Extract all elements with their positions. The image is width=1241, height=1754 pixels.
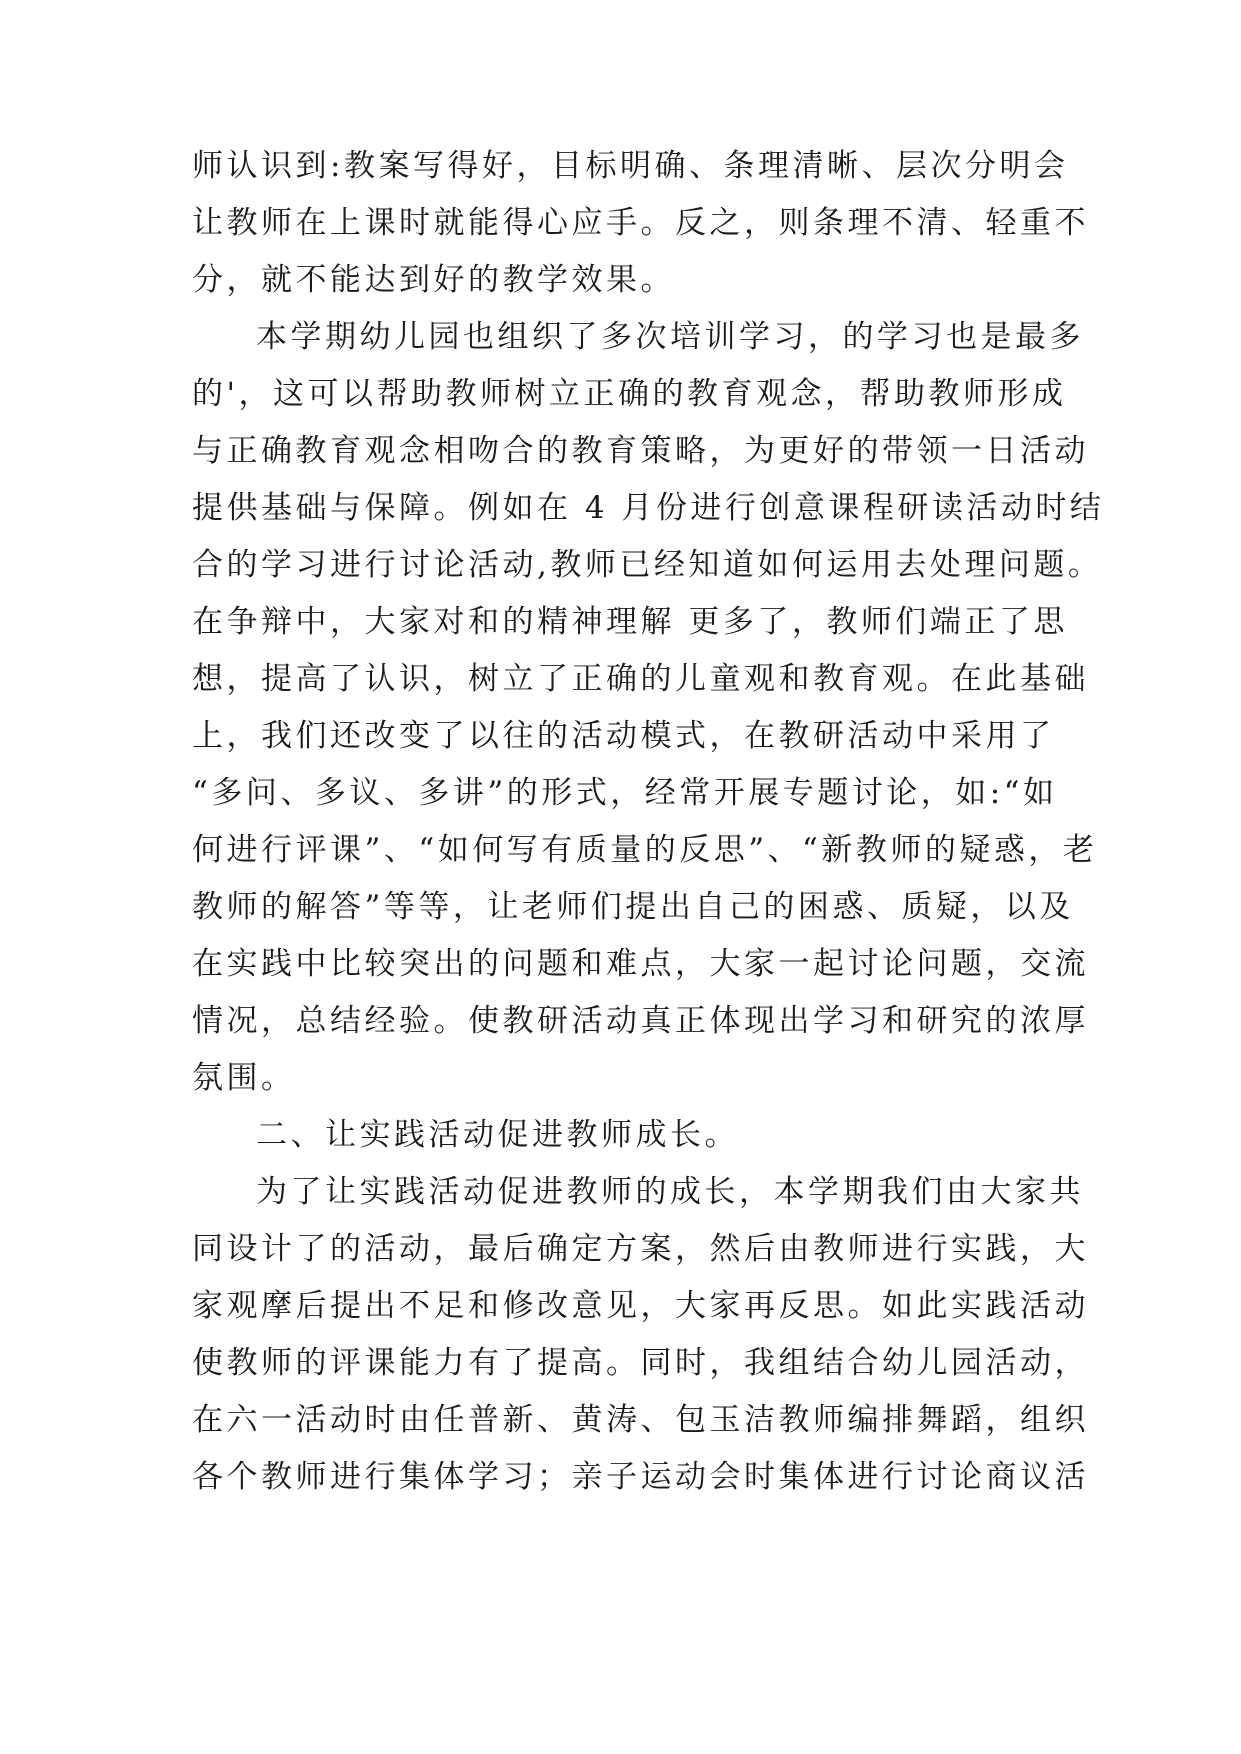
text-line: 合的学习进行讨论活动,教师已经知道如何运用去处理问题。 <box>192 547 1103 583</box>
section-heading: 二、让实践活动促进教师成长。 <box>256 1117 739 1153</box>
text-line: “多问、多议、多讲”的形式，经常开展专题讨论，如:“如 <box>192 775 1058 811</box>
text-line: 师认识到:教案写得好，目标明确、条理清晰、层次分明会 <box>192 148 1069 184</box>
text-line: 情况，总结经验。使教研活动真正体现出学习和研究的浓厚 <box>192 1003 1089 1039</box>
text-line: 上，我们还改变了以往的活动模式，在教研活动中采用了 <box>192 718 1055 754</box>
text-line: 在实践中比较突出的问题和难点，大家一起讨论问题，交流 <box>192 946 1089 982</box>
text-line: 让教师在上课时就能得心应手。反之，则条理不清、轻重不 <box>192 205 1089 241</box>
text-line: 家观摩后提出不足和修改意见，大家再反思。如此实践活动 <box>192 1288 1089 1324</box>
text-line: 分，就不能达到好的教学效果。 <box>192 262 675 298</box>
text-line: 的'，这可以帮助教师树立正确的教育观念，帮助教师形成 <box>192 376 1067 412</box>
text-line: 同设计了的活动，最后确定方案，然后由教师进行实践，大 <box>192 1231 1089 1267</box>
text-line: 氛围。 <box>192 1060 296 1096</box>
text-line: 在争辩中，大家对和的精神理解 更多了，教师们端正了思 <box>192 604 1068 640</box>
paragraph-start-line: 本学期幼儿园也组织了多次培训学习，的学习也是最多 <box>256 319 1084 355</box>
text-line: 各个教师进行集体学习；亲子运动会时集体进行讨论商议活 <box>192 1459 1089 1495</box>
text-line: 提供基础与保障。例如在 4 月份进行创意课程研读活动时结 <box>192 490 1105 526</box>
paragraph-start-line: 为了让实践活动促进教师的成长，本学期我们由大家共 <box>256 1174 1084 1210</box>
text-line: 在六一活动时由任普新、黄涛、包玉洁教师编排舞蹈，组织 <box>192 1402 1089 1438</box>
text-line: 与正确教育观念相吻合的教育策略，为更好的带领一日活动 <box>192 433 1089 469</box>
text-line: 使教师的评课能力有了提高。同时，我组结合幼儿园活动， <box>192 1345 1089 1381</box>
text-line: 想，提高了认识，树立了正确的儿童观和教育观。在此基础 <box>192 661 1089 697</box>
text-line: 何进行评课”、“如何写有质量的反思”、“新教师的疑惑，老 <box>192 832 1098 868</box>
text-line: 教师的解答”等等，让老师们提出自己的困惑、质疑，以及 <box>192 889 1074 925</box>
